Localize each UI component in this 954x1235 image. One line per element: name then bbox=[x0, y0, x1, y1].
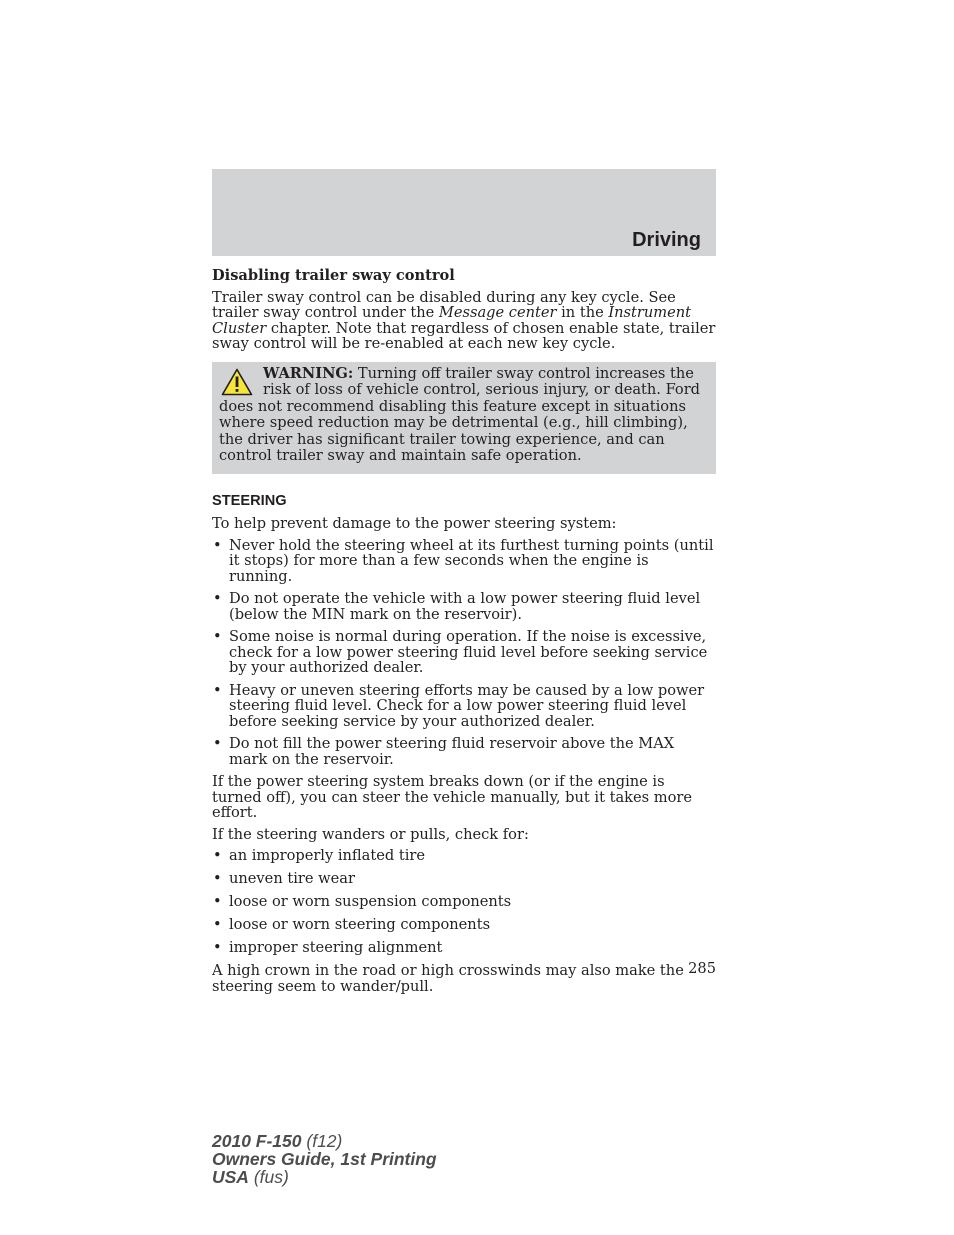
section-title: Driving bbox=[632, 229, 701, 251]
warning-triangle-icon bbox=[221, 368, 253, 396]
list-item: • loose or worn steering components bbox=[213, 916, 491, 933]
sway-text-2: in the bbox=[556, 304, 609, 321]
footer-line-2: Owners Guide, 1st Printing bbox=[212, 1149, 437, 1169]
steering-precautions-list bbox=[212, 538, 716, 768]
bullet-icon: • bbox=[213, 735, 222, 752]
list-item: • uneven tire wear bbox=[213, 870, 355, 887]
sway-ref-instrument-cluster: Instrument Cluster bbox=[212, 304, 692, 337]
breakdown-paragraph: If the power steering system breaks down (or if the engine is turned off), you can steer the vehicle manually, but it takes more effort. bbox=[212, 773, 692, 821]
list-item: • improper steering alignment bbox=[213, 939, 443, 956]
list-item: • Do not operate the vehicle with a low power steering fluid level (below the MIN mark on the reservoir). bbox=[213, 590, 701, 623]
footer-line-3: USA (fus) bbox=[212, 1167, 289, 1187]
bullet-icon: • bbox=[213, 628, 222, 645]
bullet-icon: • bbox=[213, 916, 222, 933]
bullet-icon: • bbox=[213, 870, 222, 887]
sway-ref-message-center: Message center bbox=[438, 304, 557, 321]
sway-text-3: chapter. Note that regardless of chosen enable state, trailer sway control will be re-enabled at each new key cycle. bbox=[212, 319, 716, 352]
section-header-band bbox=[212, 169, 716, 256]
list-item: • Heavy or uneven steering efforts may be caused by a low power steering fluid level. Check for a low power steering fluid level before seeking service by your authorized dealer. bbox=[213, 681, 705, 730]
warning-text: Turning off trailer sway control increases the risk of loss of vehicle control, serious injury, or death. Ford does not recommend disabling this feature except in situations where speed reduction may be detrimental (e.g., hill climbing), the driver has significant trailer towing experience, and can control trailer sway and maintain safe operation. bbox=[219, 364, 701, 464]
bullet-icon: • bbox=[213, 681, 222, 699]
document-footer bbox=[212, 1132, 437, 1186]
sway-text-1: Trailer sway control can be disabled during any key cycle. See trailer sway control under the bbox=[212, 288, 676, 321]
warning-label: WARNING: bbox=[263, 364, 354, 382]
list-item: • Never hold the steering wheel at its furthest turning points (until it stops) for more than a few seconds when the engine is running. bbox=[213, 536, 714, 585]
warning-box bbox=[212, 362, 716, 474]
steering-intro: To help prevent damage to the power steering system: bbox=[212, 515, 617, 532]
wander-intro: If the steering wanders or pulls, check for: bbox=[212, 825, 529, 843]
list-item: • an improperly inflated tire bbox=[213, 847, 425, 864]
sway-heading: Disabling trailer sway control bbox=[212, 267, 455, 284]
bullet-icon: • bbox=[213, 939, 222, 956]
bullet-icon: • bbox=[213, 536, 222, 554]
list-item: • Some noise is normal during operation. If the noise is excessive, check for a low power steering fluid level before seeking service by your authorized dealer. bbox=[213, 628, 708, 676]
list-item: • Do not fill the power steering fluid reservoir above the MAX mark on the reservoir. bbox=[213, 735, 675, 768]
closing-paragraph: A high crown in the road or high crosswinds may also make the steering seem to wander/pull. bbox=[212, 962, 684, 995]
bullet-icon: • bbox=[213, 847, 222, 864]
steering-heading: STEERING bbox=[212, 492, 287, 509]
sway-paragraph bbox=[212, 290, 716, 352]
page-content bbox=[212, 268, 716, 1000]
page-number: 285 bbox=[688, 960, 716, 977]
footer-line-1: 2010 F-150 (f12) bbox=[212, 1131, 343, 1151]
bullet-icon: • bbox=[213, 893, 222, 910]
bullet-icon: • bbox=[213, 590, 222, 607]
wander-check-list bbox=[212, 848, 716, 956]
list-item: • loose or worn suspension components bbox=[213, 893, 512, 910]
